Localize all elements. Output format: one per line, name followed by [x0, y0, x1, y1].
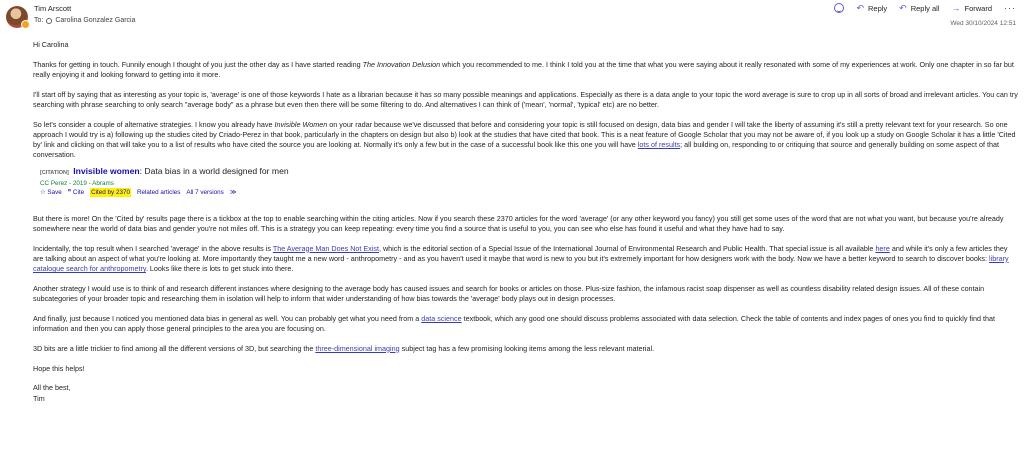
lots-of-results-link[interactable]: lots of results	[637, 140, 681, 150]
more-icon: ≫	[229, 188, 237, 196]
to-label: To:	[34, 17, 44, 24]
sent-date: Wed 30/10/2024 12:51	[950, 20, 1016, 27]
reply-all-label: Reply all	[910, 3, 940, 13]
citation-tag: [CITATION]	[40, 169, 69, 176]
sign-off	[33, 383, 1018, 403]
forward-icon: →	[951, 2, 961, 13]
sign-off-text: All the best,	[33, 383, 71, 393]
forward-label: Forward	[964, 3, 992, 13]
related-articles-link: Related articles	[136, 188, 181, 196]
text: Incidentally, the top result when I searched 'average' in the above results is	[33, 243, 273, 253]
text: , which is the editorial section of a Special Issue of the International Journal of Environmental Research and Public Health. That special issue is all available	[378, 243, 876, 253]
text: And finally, just because I noticed you mentioned data bias in general as well. You can probably get what you need from a	[33, 313, 422, 323]
message-body	[33, 40, 1018, 404]
reply-all-icon: ↶	[899, 2, 907, 13]
contact-icon	[46, 18, 52, 24]
paragraph-4: But there is more! On the 'Cited by' results page there is a tickbox at the top to enable searching within the citing articles. Now if you search these 2370 articles for the word 'average' (or any other keyword you fancy) you still get some uses of the word that are not what you want, but because you're already somewhere near the world of data bias and gender you're not miles off. This is a strategy you can keep repeating: every time you find a source that is useful to you, you can see who else has found it useful and what they have had to say.	[33, 213, 1004, 233]
paragraph-6: Another strategy I would use is to think of and research different instances where designing to the average body has caused issues and search for books or articles on those. Plus-size fashion, the infamous racist soap dispenser as well as countless disability related design issues. All of these contain subcategories of your broader topic and researching them in isolation will help to inform that wider understanding of how bias towards the 'average' body plays out in design processes.	[33, 283, 985, 304]
average-man-link[interactable]: The Average Man Does Not Exist	[272, 243, 379, 253]
reply-label: Reply	[867, 3, 888, 13]
text: . Looks like there is lots to get stuck into there.	[145, 264, 294, 274]
star-icon: ☆	[40, 188, 46, 196]
citation-title-line	[40, 165, 1018, 179]
greeting: Hi Carolina	[33, 40, 69, 49]
book-title: The Innovation Delusion	[362, 59, 441, 69]
paragraph-5	[33, 244, 1018, 275]
message-header	[0, 0, 1024, 34]
emoji-icon[interactable]	[834, 3, 844, 13]
quote-icon: ❞	[67, 188, 72, 196]
text: many possible meanings and applications. Especially as there is a data angle to your topic the word average is sure to crop up in all sorts of broad and irrelevant articles. You can try searching with phrase searching to only search "average body" as a phrase but even then there will be some filtering to do. And alternatives I can think of ('mean', 'normal', 'typical' etc) are no better.	[33, 89, 1018, 109]
more-icon[interactable]: ···	[1004, 3, 1016, 13]
paragraph-8	[33, 344, 1018, 354]
paragraph-3	[33, 120, 1018, 161]
three-dimensional-imaging-link[interactable]: three-dimensional imaging	[315, 343, 400, 353]
citation-subtitle: : Data bias in a world designed for men	[139, 165, 289, 176]
cited-by-link: Cited by 2370	[91, 188, 130, 196]
citation-title: Invisible women	[73, 165, 140, 176]
sender-name[interactable]: Tim Arscott	[34, 4, 72, 13]
cite-label: Cite	[72, 188, 85, 196]
closing: Hope this helps!	[33, 363, 85, 373]
text: ; all building on, responding to or critiquing that source and generally building on some aspect of that conversation.	[33, 140, 1000, 160]
data-science-link[interactable]: data science	[421, 313, 462, 323]
text: 3D bits are a little trickier to find among all the different versions of 3D, but searching the	[33, 343, 316, 353]
reply-icon: ↶	[856, 2, 864, 13]
paragraph-1	[33, 60, 1018, 80]
text: I'll start off by saying that as interesting as your topic is, 'average' is one of those keywords I hate as a librarian because it has	[33, 89, 434, 99]
citation-links	[40, 188, 1018, 197]
text: So let's consider a couple of alternative strategies. I know you already have	[33, 119, 275, 129]
book-title: Invisible Women	[274, 119, 328, 129]
reply-all-button[interactable]	[899, 4, 939, 13]
emphasis: so	[433, 89, 442, 99]
forward-button[interactable]	[951, 4, 992, 13]
text: subject tag has a few promising looking items among the less relevant material.	[399, 343, 655, 353]
citation-meta: CC Perez - 2019 - Abrams	[40, 179, 114, 187]
catalogue-search-link[interactable]: library catalogue search for anthropometry	[33, 253, 1009, 274]
text: on your radar because we've discussed that before and considering your topic is still focused on design, data bias and gender I will take the liberty of assuming it's still a pretty relevant text for your research. So one approach I would try is a) following up the studies cited by Criado-Perez in that book, particularly in the chapters on design but also b) look at the studies that have cited that book. This is a neat feature of Google Scholar that you may not be aware of, if you look up a study on Google Scholar it has a little 'Cited by' link and clicking on that will take you to a list of results who have cited the source you are looking at. Normally it's only a few but in the case of a successful book like this one you will have	[33, 119, 1016, 150]
cite-link	[68, 188, 84, 197]
recipient-line	[34, 17, 136, 24]
text: textbook, which any good one should discuss problems associated with data selection. Check the table of contents and index pages of ones you find to quickly find that information and then you can apply those general principles to the area you are focusing on.	[33, 313, 996, 334]
signature: Tim	[33, 393, 45, 403]
recipient-name[interactable]: Carolina Gonzalez Garcia	[55, 17, 136, 24]
reply-button[interactable]	[856, 4, 887, 13]
save-label: Save	[47, 188, 62, 196]
presence-status-icon	[21, 20, 30, 29]
paragraph-7	[33, 314, 1018, 334]
save-link	[40, 188, 62, 197]
text: Thanks for getting in touch. Funnily enough I thought of you just the other day as I have started reading	[33, 59, 363, 69]
text: and while it's only a few articles they are talking about an aspect of what you're looking at. More importantly they taught me a new word - anthropometry - and as you haven't used it maybe that word is new to you but it's extremely important for how designers work with the body. Now we have a better keyword to search to discover books:	[33, 243, 1008, 263]
text: which you recommended to me. I think I told you at the time that what you were saying about it really resonated with some of my experiences at work. Only one chapter in so far but really enjoying it and looking forward to getting into it more.	[33, 59, 1014, 79]
all-versions-link: All 7 versions	[186, 188, 224, 196]
message-actions	[834, 3, 1016, 13]
paragraph-2	[33, 90, 1018, 110]
scholar-citation-image	[40, 165, 1018, 197]
special-issue-link[interactable]: here	[875, 243, 890, 253]
